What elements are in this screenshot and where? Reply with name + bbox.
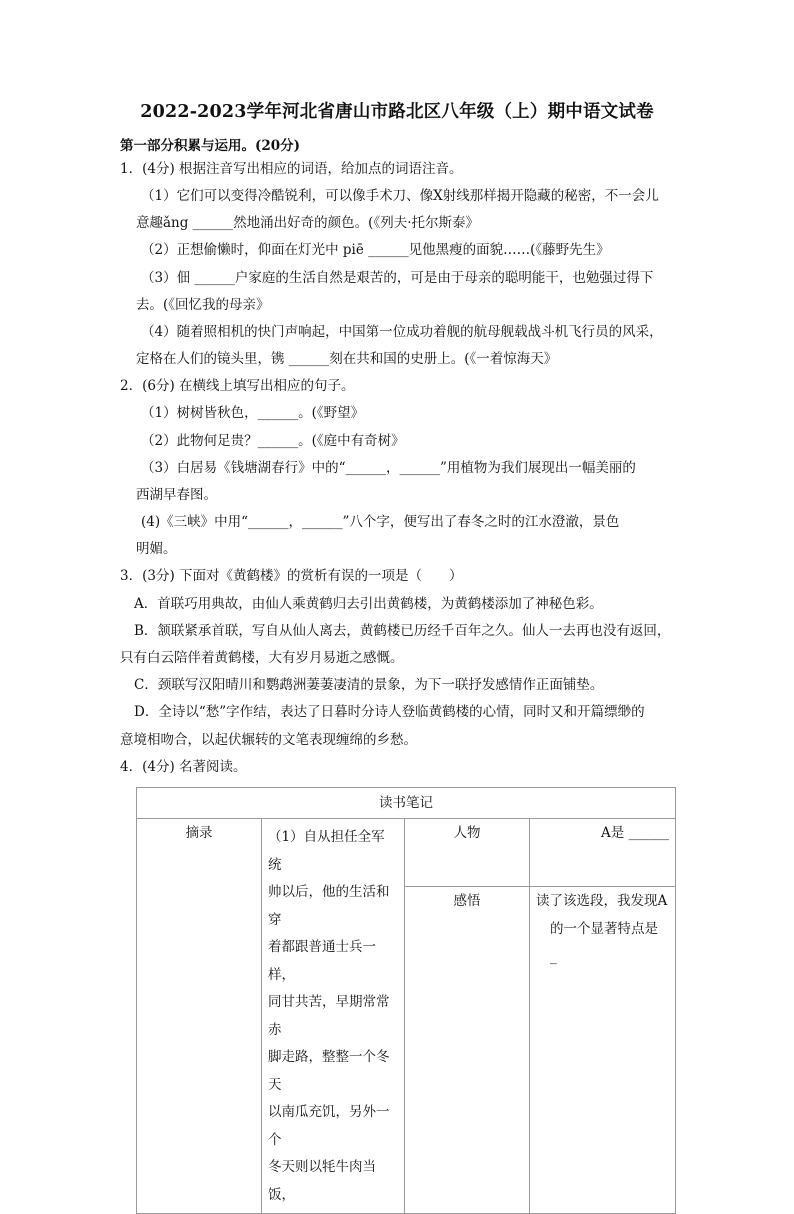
- excerpt-line: 帅以后，他的生活和穿: [268, 884, 390, 928]
- feeling-label: 感悟: [405, 886, 530, 1213]
- question-1-item-3-cont: 去。(《回忆我的母亲》: [136, 297, 270, 313]
- question-2-item-1: （1）树树皆秋色，______。(《野望》: [141, 405, 365, 421]
- question-2-item-3: （3）白居易《钱塘湖春行》中的“______，______”用植物为我们展现出一幅美丽的: [141, 460, 636, 476]
- reading-notes-table: [136, 787, 676, 1214]
- excerpt-line: （1）自从担任全军统: [268, 829, 385, 873]
- option-d-cont: 意境相吻合，以起伏辗转的文笔表现缠绵的乡愁。: [120, 732, 417, 748]
- question-1-item-3: （3）佃 ______户家庭的生活自然是艰苦的，可是由于母亲的聪明能干，也勉强过得下: [141, 270, 654, 286]
- table-header: 读书笔记: [137, 788, 676, 819]
- excerpt-line: 冬天则以牦牛肉当饭，: [268, 1159, 376, 1203]
- section-heading: 第一部分积累与运用。(20分): [120, 138, 301, 154]
- page-title: 2022-2023学年河北省唐山市路北区八年级（上）期中语文试卷: [140, 102, 654, 122]
- feeling-line: 读了该选段，我发现A: [536, 892, 668, 909]
- question-2-item-2: （2）此物何足贵？______。(《庭中有奇树》: [141, 433, 405, 449]
- question-2-item-4: (4)《三峡》中用“______，______”八个字，便写出了春冬之时的江水澄澈，景色: [141, 514, 620, 530]
- question-1-item-4-cont: 定格在人们的镜头里，镌 ______刻在共和国的史册上。(《一着惊海天》: [136, 351, 558, 367]
- question-3: 3．(3分) 下面对《黄鹤楼》的赏析有误的一项是（ ）: [120, 568, 463, 584]
- question-1-item-4: （4）随着照相机的快门声响起，中国第一位成功着舰的航母舰载战斗机飞行员的风采，: [141, 324, 663, 340]
- option-a: A．首联巧用典故，由仙人乘黄鹤归去引出黄鹤楼，为黄鹤楼添加了神秘色彩。: [134, 596, 603, 612]
- excerpt-line: 脚走路，整整一个冬天: [268, 1049, 390, 1093]
- option-d: D．全诗以“愁”字作结，表达了日暮时分诗人登临黄鹤楼的心情，同时又和开篇缥缈的: [134, 704, 645, 720]
- excerpt-line: 同甘共苦，早期常常赤: [268, 994, 390, 1038]
- excerpt-line: 以南瓜充饥，另外一个: [268, 1104, 390, 1148]
- question-1-item-1-cont: 意趣ǎng ______然地涌出好奇的颜色。(《列夫·托尔斯泰》: [136, 215, 479, 231]
- question-2-item-3-cont: 西湖早春图。: [136, 487, 217, 503]
- question-1-item-1: （1）它们可以变得冷酷锐利，可以像手术刀、像X射线那样揭开隐藏的秘密，不一会儿: [141, 188, 659, 204]
- question-1: 1．(4分) 根据注音写出相应的词语，给加点的词语注音。: [120, 161, 463, 177]
- person-label: 人物: [405, 819, 530, 887]
- excerpt-line: 着都跟普通士兵一样，: [268, 939, 376, 983]
- excerpt-cell: [262, 819, 405, 1214]
- question-2: 2．(6分) 在横线上填写出相应的句子。: [120, 378, 355, 394]
- option-b-cont: 只有白云陪伴着黄鹤楼，大有岁月易逝之感慨。: [120, 650, 404, 666]
- option-c: C．颈联写汉阳晴川和鹦鹉洲萋萋凄清的景象，为下一联抒发感情作正面铺垫。: [134, 677, 604, 693]
- excerpt-label: 摘录: [137, 819, 262, 1214]
- person-value: A是 ______: [530, 819, 676, 887]
- question-1-item-2: （2）正想偷懒时，仰面在灯光中 piē ______见他黑瘦的面貌……(《藤野先生》: [141, 242, 610, 258]
- feeling-cell: [530, 886, 676, 1213]
- option-b: B．颔联紧承首联，写自从仙人离去，黄鹤楼已历经千百年之久。仙人一去再也没有返回，: [134, 623, 671, 639]
- feeling-line: 的一个显著特点是 _: [550, 920, 658, 965]
- question-4: 4．(4分) 名著阅读。: [120, 759, 247, 775]
- question-2-item-4-cont: 明媚。: [136, 541, 177, 557]
